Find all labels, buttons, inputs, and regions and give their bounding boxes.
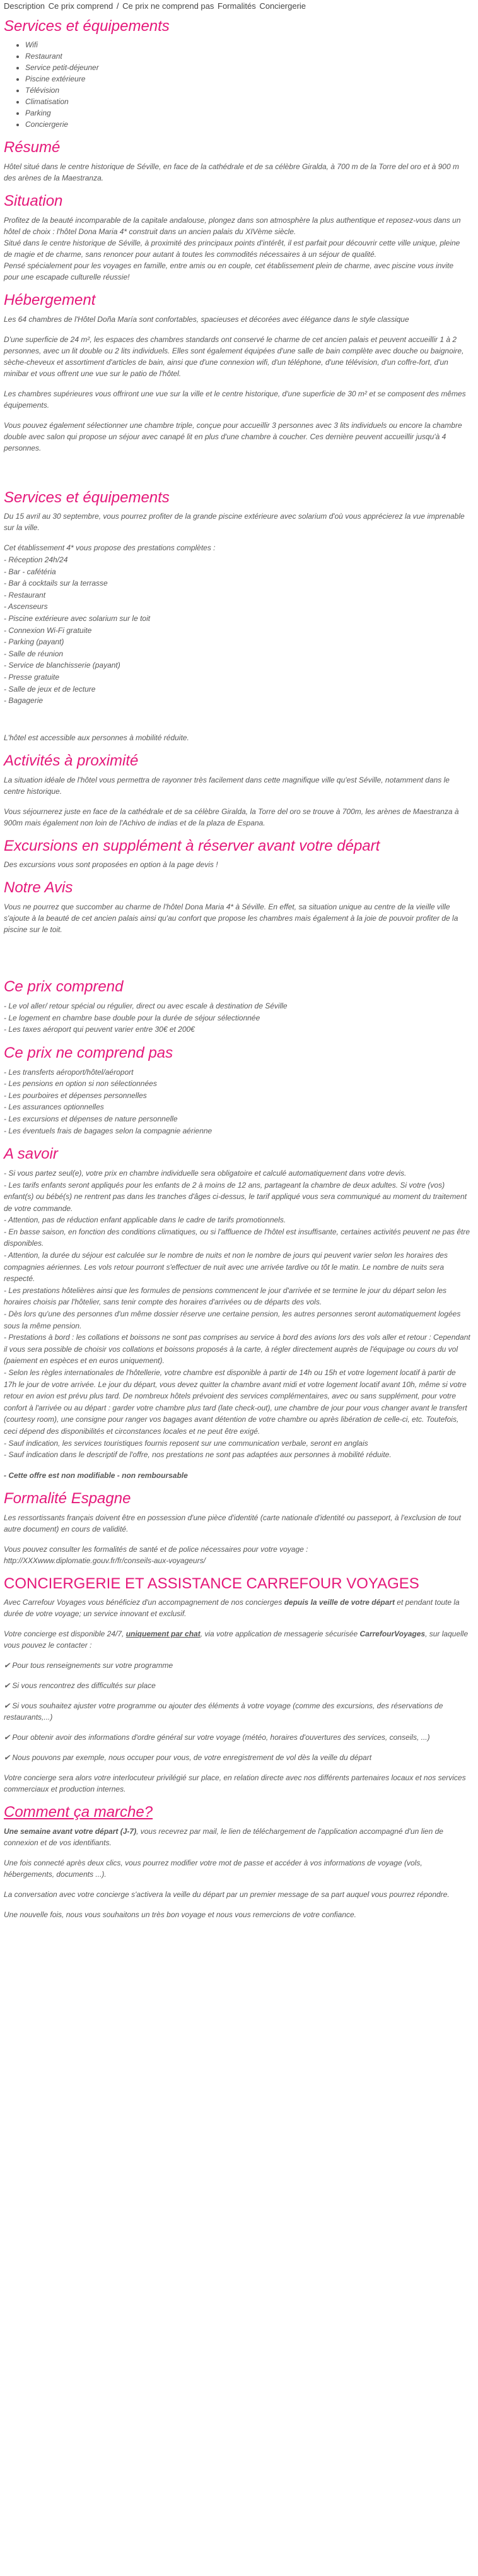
concierge-p2-d: CarrefourVoyages <box>359 1629 426 1639</box>
formalites-p1: Les ressortissants français doivent être en possession d'une pièce d'identité (carte nationale d'identité ou passeport, à l'exclusion de tout autre document) en cours de validité. <box>4 1513 461 1533</box>
hebergement-p3: Les chambres supérieures vous offriront une vue sur la ville et le centre historique, d'une superficie de 30 m² et se composent des mêmes équipements. <box>4 389 466 410</box>
situation-p1: Profitez de la beauté incomparable de la capitale andalouse, plongez dans son atmosphère la plus authentique et reposez-vous dans un hôtel de choix : l'hôtel Dona Maria 4* construit dans un ancien palais du XIVème siècle. <box>4 215 461 236</box>
services2-title: Services et équipements <box>4 488 170 506</box>
asavoir-item: - Prestations à bord : les collations et boissons ne sont pas comprises au service à bord des avions lors des vols aller et retour : Cependant il vous sera possible de choisir vos collations et boissons proposés à la carte, à régler directement auprès de l'équipage ou cours du vol (paiement en espèces et en euros uniquement). <box>4 1333 470 1366</box>
activites-p1: La situation idéale de l'hôtel vous permettra de rayonner très facilement dans cette magnifique ville qu'est Séville, notamment dans le centre historique. <box>4 775 450 796</box>
services2-intro: Cet établissement 4* vous propose des prestations complètes : <box>4 543 216 553</box>
concierge-p1 <box>4 1597 470 1619</box>
comment-p4: Une nouvelle fois, nous vous souhaitons un très bon voyage et nous vous remercions de votre confiance. <box>4 1910 357 1920</box>
services2-p1: Du 15 avril au 30 septembre, vous pourrez profiter de la grande piscine extérieure avec solarium d'où vous apprécierez la vue imprenable sur la ville. <box>4 512 465 533</box>
comment-p1-a: Une semaine avant votre départ (J-7) <box>4 1827 137 1836</box>
services-list <box>4 39 470 130</box>
asavoir-item: - Sauf indication dans le descriptif de l'offre, nos prestations ne sont pas adaptées aux personnes à mobilité réduite. <box>4 1450 392 1460</box>
service-line: - Parking (payant) <box>4 637 64 647</box>
concierge-check-item: ✔ Pour obtenir avoir des informations d'ordre général sur votre voyage (météo, horaires d'ouvertures des services, conseils, ...) <box>4 1733 430 1742</box>
activites-p2: Vous séjournerez juste en face de la cathédrale et de sa célèbre Giralda, la Torre del oro se trouve à 700m, les arènes de Maestranza à 900m mais également non loin de l'Achivo de indias et de la plaza de Espana. <box>4 806 459 827</box>
service-item: • Restaurant <box>25 50 470 62</box>
tab-concierge[interactable]: Conciergerie <box>259 1 306 11</box>
formalites-title: Formalité Espagne <box>4 1489 131 1507</box>
situation-title: Situation <box>4 192 63 210</box>
asavoir-item: - Les prestations hôtelières ainsi que les formules de pensions commencent le jour d'arrivée et se termine le jour du départ selon les horaires choisis par l'hôtelier, sans tenir compte des horaires d'arrivées ou de départs des vols. <box>4 1285 446 1307</box>
excursions-title: Excursions en supplément à réserver avant votre départ <box>4 837 380 854</box>
asavoir-item: - En basse saison, en fonction des conditions climatiques, ou si l'affluence de l'hôtel est insuffisante, certaines activités peuvent ne pas être disponibles. <box>4 1227 470 1248</box>
resume-title: Résumé <box>4 139 61 157</box>
concierge-p2 <box>4 1628 470 1651</box>
avis-text: Vous ne pourrez que succomber au charme de l'hôtel Dona Maria 4* à Séville. En effet, sa situation unique au centre de la vieille ville s'ajoute à la beauté de cet ancien palais ainsi qu'au confort que propose les chambres mais également à la joie de pouvoir profiter de la piscine sur le toit. <box>4 902 458 935</box>
services2-lines <box>4 542 470 706</box>
comment-p1 <box>4 1826 470 1848</box>
service-line: - Bar à cocktails sur la terrasse <box>4 579 108 588</box>
avis-title: Notre Avis <box>4 879 73 897</box>
comment-p1-b: , vous recevrez par mail, le lien de téléchargement de l'application accompagné d'un lien de connexion et de vos identifiants. <box>4 1827 443 1848</box>
concierge-p2-e: , sur laquelle vous pouvez le contacter : <box>4 1629 469 1650</box>
resume-text: Hôtel situé dans le centre historique de Séville, en face de la cathédrale et de sa célèbre Giralda, à 700 m de la Torre del oro et à 900 m des arènes de la Maestranza. <box>4 162 459 183</box>
included-item: - Le vol aller/ retour spécial ou régulier, direct ou avec escale à destination de Séville <box>4 1001 288 1010</box>
excluded-item: - Les assurances optionnelles <box>4 1102 104 1112</box>
service-item: • Conciergerie <box>25 119 470 130</box>
concierge-p2-a: Votre concierge est disponible 24/7, <box>4 1629 126 1639</box>
hebergement-p2: D'une superficie de 24 m², les espaces des chambres standards ont conservé le charme de cet ancien palais et peuvent accueillir 1 à 2 personnes, avec un lit double ou 2 lits individuels. Elles sont également équipées d'une salle de bain complète avec douche ou baignoire, sèche-cheveux et assortiment d'articles de bain, ainsi que d'une connexion wifi, d'un téléphone, d'une télévision, d'un coffre-fort, d'un minibar et vous offrent une vue sur le patio de l'hôtel. <box>4 334 464 378</box>
asavoir-item: - Dès lors qu'une des personnes d'un même dossier réserve une certaine pension, les autres personnes seront automatiquement logées sous la même pension. <box>4 1309 461 1330</box>
concierge-check-item: ✔ Nous pouvons par exemple, nous occuper pour vous, de votre enregistrement de vol dès la veille du départ <box>4 1753 372 1763</box>
tab-excluded[interactable]: Ce prix ne comprend pas <box>122 1 214 11</box>
concierge-check-item: ✔ Pour tous renseignements sur votre programme <box>4 1661 173 1670</box>
asavoir-item: - Sauf indication, les services touristiques fournis reposent sur une communication verbale, seront en anglais <box>4 1438 368 1448</box>
included-item: - Les taxes aéroport qui peuvent varier entre 30€ et 200€ <box>4 1025 195 1034</box>
excluded-title: Ce prix ne comprend pas <box>4 1044 173 1061</box>
service-item: • Service petit-déjeuner <box>25 62 470 73</box>
tab-description[interactable]: Description <box>4 1 45 11</box>
asavoir-title: A savoir <box>4 1145 58 1163</box>
service-item: • Parking <box>25 107 470 119</box>
tab-included[interactable]: Ce prix comprend <box>48 1 114 11</box>
tab-separator: / <box>116 1 119 11</box>
excluded-list <box>4 1066 470 1137</box>
comment-p3: La conversation avec votre concierge s'activera la veille du départ par un premier message de sa part auquel vous pourrez répondre. <box>4 1890 450 1900</box>
hebergement-title: Hébergement <box>4 291 96 309</box>
service-line: - Presse gratuite <box>4 673 60 682</box>
service-item: • Piscine extérieure <box>25 73 470 85</box>
activites-title: Activités à proximité <box>4 752 139 769</box>
service-line: - Piscine extérieure avec solarium sur le toit <box>4 614 151 623</box>
concierge-p2-c: , via votre application de messagerie sécurisée <box>200 1629 360 1639</box>
tab-bar <box>4 0 470 13</box>
hebergement-p1: Les 64 chambres de l'Hôtel Doña María sont confortables, spacieuses et décorées avec élégance dans le style classique <box>4 314 409 324</box>
service-item: • Wifi <box>25 39 470 50</box>
concierge-p1-b: depuis la veille de votre départ <box>284 1598 395 1607</box>
service-item: • Télévision <box>25 85 470 96</box>
service-line: - Réception 24h/24 <box>4 555 68 565</box>
concierge-check-item: ✔ Si vous souhaitez ajuster votre programme ou ajouter des éléments à votre voyage (comme des excursions, des réservations de restaurants,...) <box>4 1701 443 1722</box>
concierge-check-item: ✔ Si vous rencontrez des difficultés sur place <box>4 1681 156 1691</box>
service-line: - Service de blanchisserie (payant) <box>4 661 120 670</box>
asavoir-notice: - Cette offre est non modifiable - non remboursable <box>4 1470 188 1480</box>
excluded-item: - Les excursions et dépenses de nature personnelle <box>4 1114 178 1123</box>
service-item: • Climatisation <box>25 96 470 107</box>
excluded-item: - Les pourboires et dépenses personnelles <box>4 1090 147 1100</box>
tab-formalities[interactable]: Formalités <box>218 1 256 11</box>
concierge-p1-c: et pendant toute la durée de votre voyage; un service innovant et exclusif. <box>4 1598 460 1619</box>
asavoir-item: - Si vous partez seul(e), votre prix en chambre individuelle sera obligatoire et calculé automatiquement dans votre devis. <box>4 1168 407 1178</box>
service-line: - Connexion Wi-Fi gratuite <box>4 625 92 635</box>
concierge-p1-a: Avec Carrefour Voyages vous bénéficiez d'un accompagnement de nos concierges <box>4 1598 284 1607</box>
concierge-p3: Votre concierge sera alors votre interlocuteur privilégié sur place, en relation directe avec nos différents partenaires locaux et nos services commerciaux et production internes. <box>4 1773 466 1794</box>
concierge-p2-b: uniquement par chat <box>125 1629 201 1639</box>
service-line: - Salle de jeux et de lecture <box>4 684 96 694</box>
formalites-p2: Vous pouvez consulter les formalités de santé et de police nécessaires pour votre voyage : <box>4 1544 308 1554</box>
asavoir-list <box>4 1167 470 1461</box>
excluded-item: - Les pensions en option si non sélectionnées <box>4 1079 157 1089</box>
asavoir-item: - Les tarifs enfants seront appliqués pour les enfants de 2 à moins de 12 ans, partageant la chambre de deux adultes. Si votre (vos) enfant(s) ou bébé(s) ne rentrent pas dans les tranches d'âges ci-dessus, le tarif appliqué vous sera communiqué au moment du traitement de votre commande. <box>4 1180 467 1213</box>
service-line: - Restaurant <box>4 590 46 600</box>
included-item: - Le logement en chambre base double pour la durée de séjour sélectionnée <box>4 1013 260 1022</box>
situation-p3: Pensé spécialement pour les voyages en famille, entre amis ou en couple, cet établissement plein de charme, avec piscine vous invite pour une escapade culturelle réussie! <box>4 261 454 281</box>
service-line: - Bar - cafétéria <box>4 567 56 576</box>
hebergement-p4: Vous pouvez également sélectionner une chambre triple, conçue pour accueillir 3 personnes avec 3 lits individuels ou encore la chambre double avec salon qui propose un séjour avec canapé lit en plus d'une chambre à coucher. Ces dernière peuvent accueillir jusqu'à 4 personnes. <box>4 420 462 452</box>
comment-title: Comment ça marche? <box>4 1804 153 1821</box>
excluded-item: - Les éventuels frais de bagages selon la compagnie aérienne <box>4 1126 213 1135</box>
asavoir-item: - Selon les règles internationales de l'hôtellerie, votre chambre est disponible à partir de 14h ou 15h et votre logement locatif à partir de 17h le jour de votre arrivée. Le jour du départ, vous devez quitter la chambre avant midi et votre logement locatif avant 10h, même si votre retour en avion est prévu plus tard. De nombreux hôtels prévoient des services complémentaires, avec ou sans supplément, pour votre confort à l'arrivée ou au départ : garder votre chambre plus tard (late check-out), une chambre de jour pour vous changer avant le transfert (courtesy room), une consigne pour ranger vos bagages avant détention de votre chambre ou après libération de celle-ci, etc. Toutefois, ceci dépend des disponibilités et circonstances locales et ne peut être exigé. <box>4 1368 467 1436</box>
services-title: Services et équipements <box>4 17 170 35</box>
asavoir-item: - Attention, la durée du séjour est calculée sur le nombre de nuits et non le nombre de jours qui peuvent varier selon les horaires des compagnies aériennes. Les vols retour pourront s'effectuer de nuit avec une arrivée tardive ou tôt le matin. Le nombre de nuits sera respecté. <box>4 1251 448 1284</box>
excursions-text: Des excursions vous sont proposées en option à la page devis ! <box>4 860 218 870</box>
concierge-title: CONCIERGERIE ET ASSISTANCE CARREFOUR VOYAGES <box>4 1575 419 1592</box>
comment-p2: Une fois connecté après deux clics, vous pourrez modifier votre mot de passe et accéder à vos informations de voyage (vols, hébergements, documents ...). <box>4 1858 423 1879</box>
asavoir-item: - Attention, pas de réduction enfant applicable dans le cadre de tarifs promotionnels. <box>4 1215 286 1225</box>
services2-access: L'hôtel est accessible aux personnes à mobilité réduite. <box>4 733 189 742</box>
included-title: Ce prix comprend <box>4 978 124 996</box>
included-list <box>4 1000 470 1036</box>
formalites-url[interactable]: http://XXXwww.diplomatie.gouv.fr/fr/conseils-aux-voyageurs/ <box>4 1556 206 1565</box>
service-line: - Bagagerie <box>4 696 44 706</box>
excluded-item: - Les transferts aéroport/hôtel/aéroport <box>4 1067 134 1077</box>
service-line: - Ascenseurs <box>4 602 48 612</box>
concierge-checks <box>4 1660 470 1763</box>
situation-p2: Situé dans le centre historique de Séville, à proximité des principaux points d'intérêt, il est parfait pour découvrir cette ville unique, pleine de magie et de charme, sans renoncer pour autant à toutes les commodités nécessaires à un séjour de qualité. <box>4 238 460 259</box>
service-line: - Salle de réunion <box>4 649 64 658</box>
